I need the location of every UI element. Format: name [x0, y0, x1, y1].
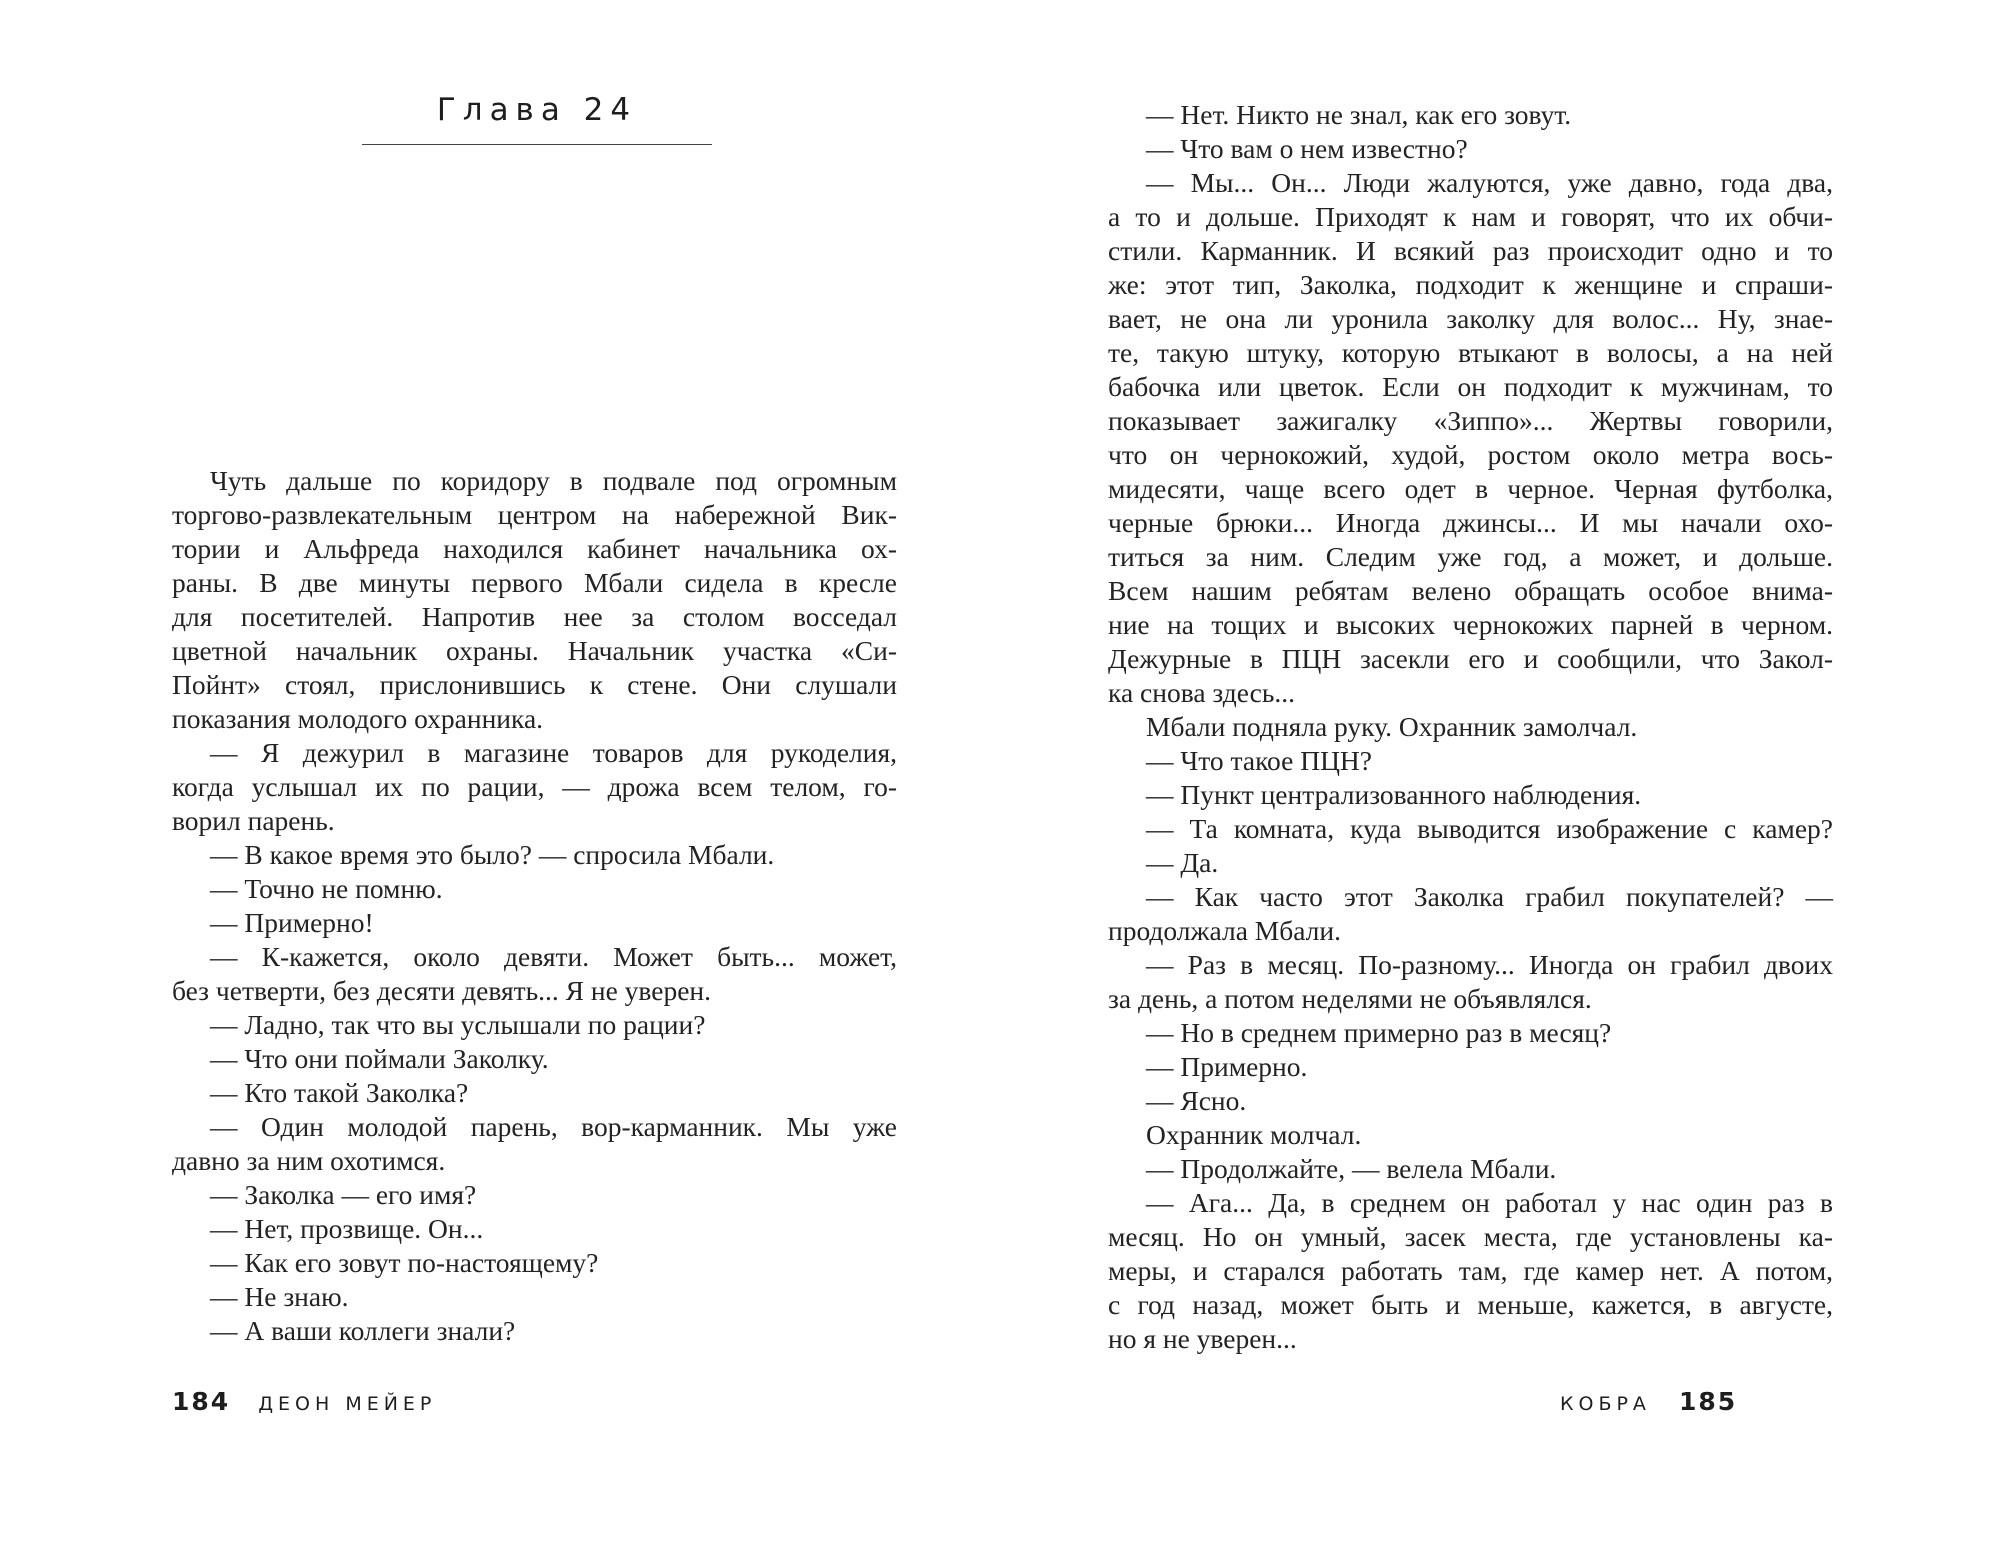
- running-head-author: ДЕОН МЕЙЕР: [258, 1393, 437, 1415]
- text-line: Всем нашим ребятам велено обращать особое внима-: [1108, 575, 1833, 606]
- text-line: когда услышал их по рации, — дрожа всем телом, го-: [172, 771, 897, 802]
- text-line: Чуть дальше по коридору в подвале под огромным: [210, 465, 897, 496]
- text-line: — Нет, прозвище. Он...: [210, 1213, 484, 1244]
- text-line: продолжала Мбали.: [1108, 915, 1341, 946]
- text-line: — Продолжайте, — велела Мбали.: [1146, 1153, 1557, 1184]
- text-line: ние на тощих и высоких чернокожих парней в черном.: [1108, 609, 1833, 640]
- text-line: для посетителей. Напротив нее за столом восседал: [172, 601, 897, 632]
- text-line: — К-кажется, около девяти. Может быть... может,: [210, 941, 897, 972]
- text-line: — Заколка — его имя?: [210, 1179, 477, 1210]
- right-page-footer: [1560, 1387, 1737, 1416]
- left-page-text: [172, 464, 897, 1348]
- text-line: — Пункт централизованного наблюдения.: [1146, 779, 1642, 810]
- text-line: — Та комната, куда выводится изображение с камер?: [1146, 813, 1833, 844]
- text-line: с год назад, может быть и меньше, кажется, в августе,: [1108, 1289, 1833, 1320]
- text-line: — Но в среднем примерно раз в месяц?: [1146, 1017, 1612, 1048]
- text-line: — Что они поймали Заколку.: [210, 1043, 549, 1074]
- page-number: 185: [1678, 1387, 1738, 1416]
- text-line: ворил парень.: [172, 805, 335, 836]
- chapter-title: Глава 24: [436, 92, 638, 128]
- text-line: — Что такое ПЦН?: [1146, 745, 1373, 776]
- text-line: черные брюки... Иногда джинсы... И мы начали охо-: [1108, 507, 1833, 538]
- text-line: — Не знаю.: [210, 1281, 349, 1312]
- text-line: за день, а потом неделями не объявлялся.: [1108, 983, 1592, 1014]
- text-line: торгово-развлекательным центром на набережной Вик-: [172, 499, 897, 530]
- text-line: стили. Карманник. И всякий раз происходит одно и то: [1108, 235, 1833, 266]
- text-line: вает, не она ли уронила заколку для волос... Ну, знае-: [1108, 303, 1833, 334]
- text-line: Охранник молчал.: [1146, 1119, 1362, 1150]
- text-line: — Мы... Он... Люди жалуются, уже давно, года два,: [1146, 167, 1833, 198]
- text-line: — Ага... Да, в среднем он работал у нас один раз в: [1146, 1187, 1833, 1218]
- text-line: но я не уверен...: [1108, 1323, 1297, 1354]
- running-head-title: КОБРА: [1560, 1393, 1651, 1415]
- text-line: Пойнт» стоял, прислонившись к стене. Они слушали: [172, 669, 897, 700]
- text-line: — Примерно.: [1146, 1051, 1308, 1082]
- text-line: бабочка или цветок. Если он подходит к мужчинам, то: [1108, 371, 1833, 402]
- text-line: — Кто такой Заколка?: [210, 1077, 469, 1108]
- text-line: мидесяти, чаще всего одет в черное. Черная футболка,: [1108, 473, 1833, 504]
- text-line: показания молодого охранника.: [172, 703, 544, 734]
- text-line: давно за ним охотимся.: [172, 1145, 446, 1176]
- text-line: ка снова здесь...: [1108, 677, 1296, 708]
- text-line: без четверти, без десяти девять... Я не уверен.: [172, 975, 711, 1006]
- right-page-text: [1108, 98, 1833, 1356]
- text-line: — Ясно.: [1146, 1085, 1247, 1116]
- text-line: — А ваши коллеги знали?: [210, 1315, 516, 1346]
- text-line: — Раз в месяц. По-разному... Иногда он грабил двоих: [1146, 949, 1833, 980]
- text-line: же: этот тип, Заколка, подходит к женщине и спраши-: [1108, 269, 1833, 300]
- text-line: — Как часто этот Заколка грабил покупателей? —: [1146, 881, 1833, 912]
- text-line: — Один молодой парень, вор-карманник. Мы уже: [210, 1111, 897, 1142]
- text-line: что он чернокожий, худой, ростом около метра вось-: [1108, 439, 1833, 470]
- text-line: а то и дольше. Приходят к нам и говорят, что их обчи-: [1108, 201, 1833, 232]
- text-line: — В какое время это было? — спросила Мбали.: [210, 839, 775, 870]
- text-line: меры, и старался работать там, где камер нет. А потом,: [1108, 1255, 1833, 1286]
- text-line: Мбали подняла руку. Охранник замолчал.: [1146, 711, 1638, 742]
- left-page-footer: [172, 1387, 436, 1416]
- text-line: — Я дежурил в магазине товаров для рукоделия,: [210, 737, 897, 768]
- text-line: месяц. Но он умный, засек места, где установлены ка-: [1108, 1221, 1833, 1252]
- text-line: Дежурные в ПЦН засекли его и сообщили, что Закол-: [1108, 643, 1833, 674]
- text-line: титься за ним. Следим уже год, а может, и дольше.: [1108, 541, 1833, 572]
- text-line: — Как его зовут по-настоящему?: [210, 1247, 599, 1278]
- text-line: — Нет. Никто не знал, как его зовут.: [1146, 99, 1572, 130]
- text-line: — Примерно!: [210, 907, 374, 938]
- text-line: — Ладно, так что вы услышали по рации?: [210, 1009, 706, 1040]
- text-line: — Что вам о нем известно?: [1146, 133, 1468, 164]
- text-line: показывает зажигалку «Зиппо»... Жертвы говорили,: [1108, 405, 1833, 436]
- chapter-divider: [362, 144, 712, 145]
- text-line: те, такую штуку, которую втыкают в волосы, а на ней: [1108, 337, 1833, 368]
- text-line: тории и Альфреда находился кабинет начальника ох-: [172, 533, 897, 564]
- text-line: раны. В две минуты первого Мбали сидела в кресле: [172, 567, 897, 598]
- text-line: — Точно не помню.: [210, 873, 443, 904]
- text-line: цветной начальник охраны. Начальник участка «Си-: [172, 635, 897, 666]
- page-number: 184: [172, 1387, 231, 1416]
- text-line: — Да.: [1146, 847, 1219, 878]
